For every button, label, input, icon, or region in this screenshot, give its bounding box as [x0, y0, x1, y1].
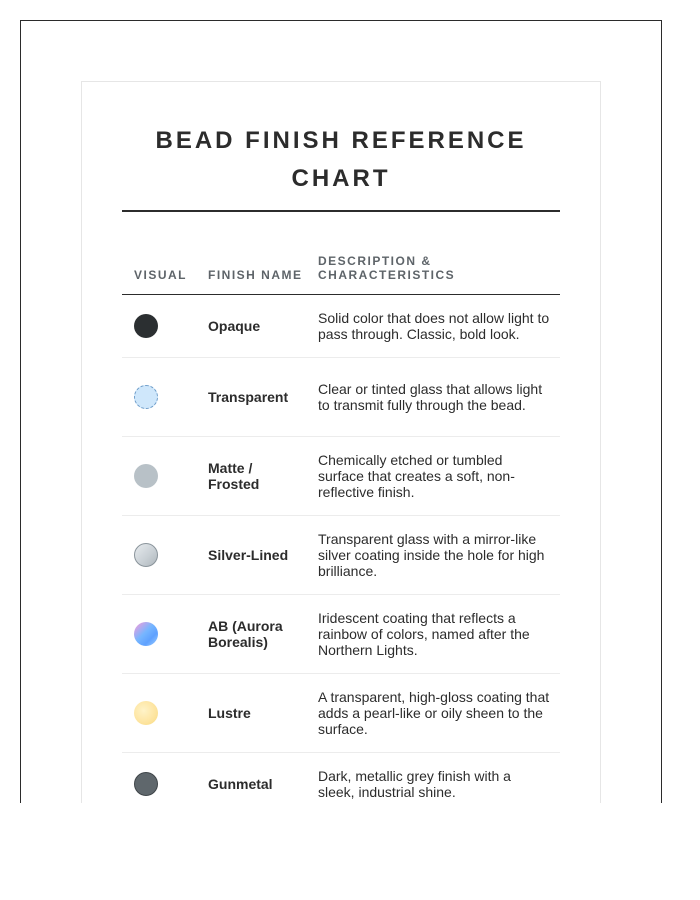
- table-row: [122, 357, 560, 436]
- finish-name: Silver-Lined: [196, 515, 306, 594]
- visual-cell: [122, 294, 196, 357]
- column-header-finish-name: FINISH NAME: [196, 248, 306, 294]
- table-row: [122, 294, 560, 357]
- table-row: [122, 673, 560, 752]
- finish-description: Clear or tinted glass that allows light to transmit fully through the bead.: [306, 357, 560, 436]
- page-title: BEAD FINISH REFERENCE CHART: [155, 127, 527, 192]
- column-header-visual: VISUAL: [122, 248, 196, 294]
- table-row: [122, 436, 560, 515]
- matte-swatch-icon: [134, 464, 158, 488]
- table-row: [122, 752, 560, 803]
- finish-description: Solid color that does not allow light to pass through. Classic, bold look.: [306, 294, 560, 357]
- finish-table: [122, 248, 560, 803]
- table-header-row: [122, 248, 560, 294]
- finish-description: A transparent, high-gloss coating that adds a pearl-like or oily sheen to the surface.: [306, 673, 560, 752]
- finish-name: Transparent: [196, 357, 306, 436]
- finish-name: Opaque: [196, 294, 306, 357]
- table-row: [122, 515, 560, 594]
- reference-card: [81, 81, 601, 803]
- visual-cell: [122, 752, 196, 803]
- lustre-swatch-icon: [134, 701, 158, 725]
- visual-cell: [122, 594, 196, 673]
- finish-description: Transparent glass with a mirror-like silver coating inside the hole for high brilliance.: [306, 515, 560, 594]
- opaque-swatch-icon: [134, 314, 158, 338]
- title-divider: [122, 210, 560, 212]
- finish-description: Chemically etched or tumbled surface that creates a soft, non-reflective finish.: [306, 436, 560, 515]
- transparent-swatch-icon: [134, 385, 158, 409]
- gunmetal-swatch-icon: [134, 772, 158, 796]
- finish-name: Matte / Frosted: [196, 436, 306, 515]
- finish-description: Iridescent coating that reflects a rainbow of colors, named after the Northern Lights.: [306, 594, 560, 673]
- visual-cell: [122, 515, 196, 594]
- ab-swatch-icon: [134, 622, 158, 646]
- finish-name: Gunmetal: [196, 752, 306, 803]
- finish-description: Dark, metallic grey finish with a sleek, industrial shine.: [306, 752, 560, 803]
- visual-cell: [122, 357, 196, 436]
- visual-cell: [122, 436, 196, 515]
- finish-name: AB (Aurora Borealis): [196, 594, 306, 673]
- page-frame: [20, 20, 662, 803]
- column-header-description: DESCRIPTION & CHARACTERISTICS: [306, 248, 560, 294]
- finish-name: Lustre: [196, 673, 306, 752]
- table-row: [122, 594, 560, 673]
- visual-cell: [122, 673, 196, 752]
- silver-lined-swatch-icon: [134, 543, 158, 567]
